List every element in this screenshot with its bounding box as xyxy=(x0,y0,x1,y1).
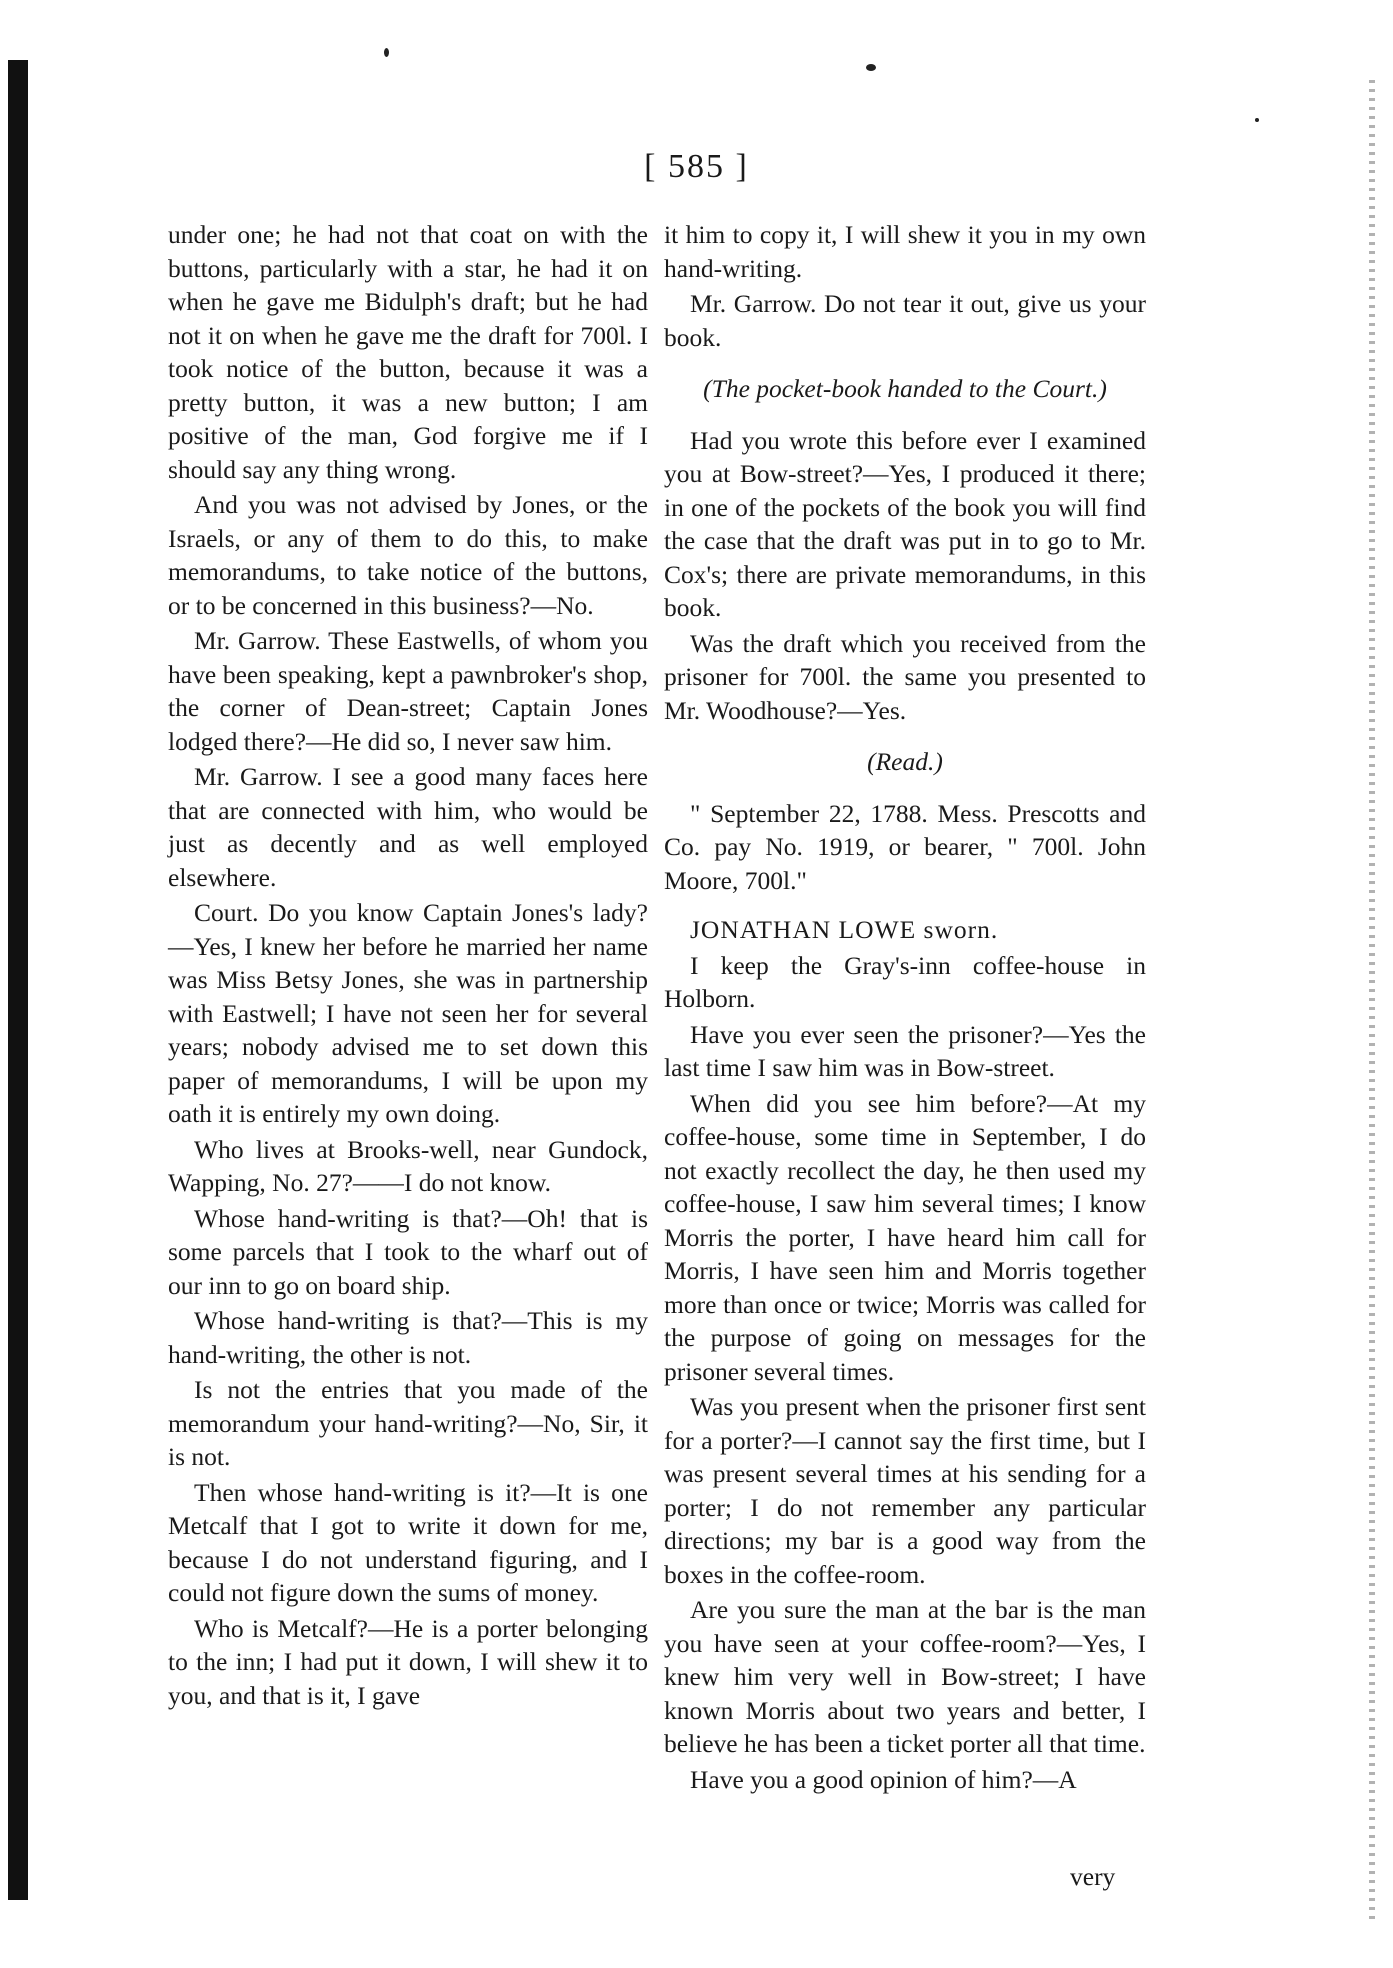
stage-direction: (Read.) xyxy=(867,747,943,776)
ink-speck xyxy=(866,64,876,71)
paragraph: Have you ever seen the prisoner?—Yes the last time I saw him was in Bow-street. xyxy=(664,1019,1146,1082)
paragraph: Who is Metcalf?—He is a porter belonging to the inn; I had put it down, I will shew it to you, and that is it, I gave xyxy=(168,1613,648,1710)
binding-edge xyxy=(8,60,28,1900)
paragraph: Is not the entries that you made of the memorandum your hand-writing?—No, Sir, it is not. xyxy=(168,1375,648,1471)
paragraph: Mr. Garrow. I see a good many faces here that are connected with him, who would be just as decently and as well employed elsewhere. xyxy=(168,762,648,892)
ink-speck xyxy=(1255,118,1259,122)
paragraph: Had you wrote this before ever I examined you at Bow-street?—Yes, I produced it there; in one of the pockets of the book you will find the case that the draft was put in to go to Mr. Cox's; there are private memorandums, in this book. xyxy=(664,425,1146,622)
paragraph: under one; he had not that coat on with the buttons, particularly with a star, he had it on when he gave me Bidulph's draft; but he had not it on when he gave me the draft for 700l. I took notice of the button, because it was a pretty button, it was a new button; I am positive of the man, God forgive me if I should say any thing wrong. xyxy=(168,220,648,484)
paragraph: Then whose hand-writing is it?—It is one Metcalf that I got to write it down for me, because I do not understand figuring, and I could not figure down the sums of money. xyxy=(168,1477,648,1607)
paragraph: When did you see him before?—At my coffee-house, some time in September, I do not exactly recollect the day, he then used my coffee-house, I saw him several times; I know Morris the porter, I have heard him call for Morris, I have seen him and Morris together more than once or twice; Morris was called for the purpose of going on messages for the prisoner several times. xyxy=(664,1088,1146,1386)
paragraph: Was the draft which you received from the prisoner for 700l. the same you presented to Mr. Woodhouse?—Yes. xyxy=(664,628,1146,725)
page-edge-shadow xyxy=(1369,80,1375,1920)
paragraph: And you was not advised by Jones, or the Israels, or any of them to do this, to make memorandums, to take notice of the buttons, or to be concerned in this business?—No. xyxy=(168,490,648,620)
paragraph: Mr. Garrow. Do not tear it out, give us your book. xyxy=(664,289,1146,352)
catchword: very xyxy=(1070,1862,1116,1891)
ink-speck xyxy=(384,48,389,57)
witness-heading: JONATHAN LOWE sworn. xyxy=(690,915,999,944)
paragraph: Whose hand-writing is that?—Oh! that is some parcels that I took to the wharf out of our inn to go on board ship. xyxy=(168,1203,648,1300)
right-column xyxy=(664,218,1146,1798)
paragraph: Was you present when the prisoner first sent for a porter?—I cannot say the first time, but I was present several times at his sending for a porter; I do not remember any particular directions; my bar is a good way from the boxes in the coffee-room. xyxy=(664,1392,1146,1589)
paragraph: Are you sure the man at the bar is the man you have seen at your coffee-room?—Yes, I knew him very well in Bow-street; I have known Morris about two years and better, I believe he has been a ticket porter all that time. xyxy=(664,1595,1146,1758)
stage-direction: (The pocket-book handed to the Court.) xyxy=(703,374,1107,403)
left-column xyxy=(168,218,648,1714)
paragraph: it him to copy it, I will shew it you in my own hand-writing. xyxy=(664,220,1146,283)
paragraph: Court. Do you know Captain Jones's lady?—Yes, I knew her before he married her name was Miss Betsy Jones, she was in partnership with Eastwell; I have not seen her for several years; nobody advised me to set down this paper of memorandums, I will be upon my oath it is entirely my own doing. xyxy=(168,898,648,1128)
paragraph: Have you a good opinion of him?—A xyxy=(690,1764,1077,1794)
paragraph: Whose hand-writing is that?—This is my hand-writing, the other is not. xyxy=(168,1306,648,1369)
paragraph: I keep the Gray's-inn coffee-house in Holborn. xyxy=(664,950,1146,1013)
page-number: [ 585 ] xyxy=(644,148,749,185)
paragraph: Mr. Garrow. These Eastwells, of whom you have been speaking, kept a pawnbroker's shop, the corner of Dean-street; Captain Jones lodged there?—He did so, I never saw him. xyxy=(168,626,648,756)
paragraph: Who lives at Brooks-well, near Gundock, Wapping, No. 27?——I do not know. xyxy=(168,1134,648,1197)
quoted-draft: " September 22, 1788. Mess. Prescotts and Co. pay No. 1919, or bearer, " 700l. John Moore, 700l." xyxy=(664,798,1146,895)
